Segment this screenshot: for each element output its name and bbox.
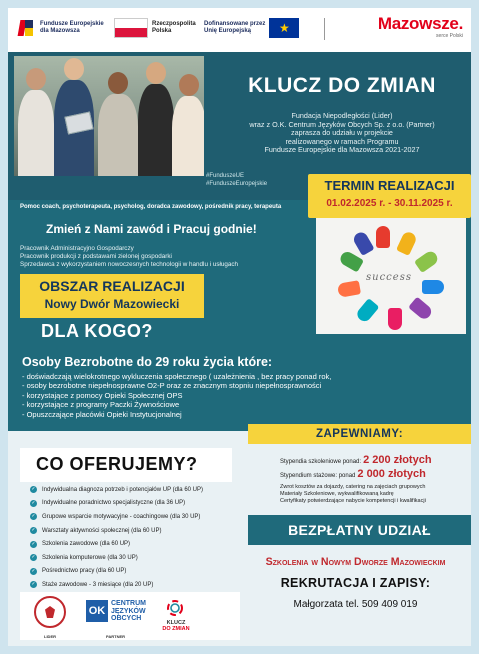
fe-logo xyxy=(16,18,104,38)
mazowsze-logo xyxy=(378,14,463,39)
dla-kogo-heading: DLA KOGO? xyxy=(41,321,153,341)
criteria-list xyxy=(22,372,331,419)
stipend-value: 2 000 złotych xyxy=(357,468,426,480)
eu-logo-text: Dofinansowane przez Unię Europejską xyxy=(204,21,266,34)
criteria-item: - Opuszczające placówki Opieki Instytucjonalnej xyxy=(22,409,182,419)
obszar-box xyxy=(20,274,204,318)
criteria-item: - osoby bezrobotne niepełnosprawne O2-P oraz ze znacznym stopniu niepełnosprawności xyxy=(22,381,322,391)
lider-emblem-icon xyxy=(34,596,66,628)
offer-item xyxy=(30,565,203,579)
ok-logo-mark: OK xyxy=(86,600,108,622)
rp-logo-text: Rzeczpospolita Polska xyxy=(152,21,196,34)
stipend-value: 2 200 złotych xyxy=(363,454,432,466)
hashtags xyxy=(206,172,267,188)
klucz-line: DO ZMIAN xyxy=(162,626,190,632)
criteria-item: - korzystające z pomocy Opieki Społecznej OPS xyxy=(22,390,183,400)
check-icon: ✓ xyxy=(31,567,36,574)
offer-item-label: Szkolenia zawodowe (dla 60 UP) xyxy=(42,541,131,548)
project-title: KLUCZ DO ZMIAN xyxy=(248,74,436,97)
partner-label: PARTNER xyxy=(106,634,126,639)
services-line: Pomoc coach, psychoterapeuta, psycholog, doradca zawodowy, pośrednik pracy, terapeuta xyxy=(20,204,282,210)
success-illustration xyxy=(316,218,466,334)
person-figure xyxy=(18,90,54,176)
recruitment-heading: REKRUTACJA I ZAPISY: xyxy=(280,576,431,590)
job-item: Pracownik produkcji z podstawami zielonej gospodarki xyxy=(20,253,172,261)
offer-item xyxy=(30,497,203,511)
benefits-list xyxy=(280,484,426,504)
check-icon: ✓ xyxy=(31,527,36,534)
klucz-line: KLUCZ xyxy=(166,620,186,626)
paper-figure xyxy=(351,230,374,256)
polish-flag-icon xyxy=(114,18,148,38)
free-participation-banner: BEZPŁATNY UDZIAŁ xyxy=(248,515,471,545)
funding-text xyxy=(222,112,462,155)
hashtag: #FunduszeUE xyxy=(206,173,245,179)
paper-figure xyxy=(414,249,440,273)
paper-figure xyxy=(337,280,361,298)
klucz-logo-icon xyxy=(165,598,185,618)
job-item: Sprzedawca z wykorzystaniem nowoczesnych technologii w handlu i usługach xyxy=(20,261,239,269)
target-headline: Osoby Bezrobotne do 29 roku życia które: xyxy=(22,355,273,369)
termin-box xyxy=(308,174,471,218)
benefit-item: Zwrot kosztów za dojazdy, catering na zajęciach grupowych xyxy=(280,484,426,490)
offer-item xyxy=(30,510,203,524)
lider-label: LIDER xyxy=(44,634,56,639)
criteria-item: - doświadczają wielokrotnego wykluczenia społecznego ( uzależnienia , bez pracy ponad rok, xyxy=(22,372,332,381)
poster xyxy=(8,8,471,646)
funding-line: wraz z O.K. Centrum Języków Obcych Sp. z o.o. (Partner) xyxy=(249,119,435,129)
fe-star-icon xyxy=(16,18,36,38)
check-icon: ✓ xyxy=(31,554,36,561)
offer-item-label: Indywidualne poradnictwo specjalistyczne (dla 36 UP) xyxy=(42,500,186,507)
zapewniamy-heading: ZAPEWNIAMY: xyxy=(248,424,471,444)
offer-item xyxy=(30,551,203,565)
termin-dates: 01.02.2025 r. - 30.11.2025 r. xyxy=(326,198,453,209)
stipend-label: Stypendium stażowe: ponad xyxy=(280,473,356,479)
person-figure xyxy=(172,96,204,176)
hashtag: #FunduszeEuropejskie xyxy=(206,181,268,187)
mazowsze-sub: serce Polski xyxy=(436,33,463,39)
stipend-label: Stypendia szkoleniowe ponad: xyxy=(280,459,362,465)
ok-name-line: CENTRUM xyxy=(111,600,146,607)
success-word: success xyxy=(366,272,412,283)
benefit-item: Certyfikaty potwierdzające nabycie kompetencji i kwalifikacji xyxy=(280,497,426,504)
offer-item-label: Grupowe wsparcie motywacyjne - coachingowe (dla 30 UP) xyxy=(42,513,201,520)
paper-figure xyxy=(408,297,434,322)
criteria-item: - korzystające z programy Paczki Żywnościowe xyxy=(22,400,180,410)
offer-list xyxy=(30,483,203,592)
benefit-item: Materiały Szkoleniowe, wykwalifikowaną kadrę xyxy=(280,490,394,497)
funding-line: Fundusze Europejskie dla Mazowsza 2021-2027 xyxy=(264,145,420,155)
obszar-place: Nowy Dwór Mazowiecki xyxy=(44,297,180,311)
person-figure xyxy=(138,84,174,176)
partner-logos xyxy=(20,592,240,640)
training-location: Szkolenia w Nowym Dworze Mazowieckim xyxy=(265,556,446,568)
check-icon: ✓ xyxy=(31,513,36,520)
funding-line: realizowanego w ramach Programu xyxy=(285,136,399,146)
offer-item-label: Staże zawodowe - 3 miesiące (dla 20 UP) xyxy=(42,581,154,588)
stipend-internship xyxy=(280,468,426,481)
offer-item xyxy=(30,524,203,538)
eu-logo xyxy=(204,18,299,38)
obszar-title: OBSZAR REALIZACJI xyxy=(39,278,185,294)
ok-name-line: JĘZYKÓW xyxy=(111,607,146,615)
fe-logo-text: Fundusze Europejskie dla Mazowsza xyxy=(40,21,104,34)
offer-item xyxy=(30,483,203,497)
check-icon: ✓ xyxy=(31,540,36,547)
offer-item-label: Warsztaty aktywności społecznej (dla 60 UP) xyxy=(42,527,162,534)
slogan: Zmień z Nami zawód i Pracuj godnie! xyxy=(46,222,257,236)
logo-divider xyxy=(324,18,325,40)
job-list xyxy=(20,245,238,270)
offer-item-label: Szkolenia komputerowe (dla 30 UP) xyxy=(42,554,138,561)
funding-line: Fundacja Niepodległości (Lider) xyxy=(291,111,393,120)
offer-title: CO OFERUJEMY? xyxy=(36,454,198,474)
paper-figure xyxy=(355,298,380,324)
offer-item-label: Pośrednictwo pracy (dla 60 UP) xyxy=(42,568,127,575)
rp-logo xyxy=(114,18,196,38)
logo-bar xyxy=(8,8,471,52)
ok-name-line: OBCYCH xyxy=(111,615,142,622)
klucz-logo-text xyxy=(156,620,196,632)
offer-item-label: Indywidualna diagnoza potrzeb i potencjałów UP (dla 60 UP) xyxy=(42,486,203,493)
paper-figure xyxy=(388,308,402,330)
paper-figure xyxy=(396,230,418,256)
funding-line: zaprasza do udziału w projekcie xyxy=(291,128,393,138)
check-icon: ✓ xyxy=(31,486,36,493)
mazowsze-word: Mazowsze. xyxy=(377,14,463,33)
check-icon: ✓ xyxy=(31,581,36,588)
check-icon: ✓ xyxy=(31,499,36,506)
stipend-training xyxy=(280,454,432,467)
paper-figure xyxy=(376,226,390,248)
offer-item xyxy=(30,578,203,592)
job-item: Pracownik Administracyjno Gospodarczy xyxy=(20,245,134,252)
contact-phone: Małgorzata tel. 509 409 019 xyxy=(293,599,418,610)
termin-title: TERMIN REALIZACJI xyxy=(324,178,455,193)
eu-flag-icon: ★ xyxy=(269,18,299,38)
ok-logo-text xyxy=(111,600,146,623)
team-photo xyxy=(14,56,204,176)
person-figure xyxy=(98,94,138,176)
paper-figure xyxy=(422,280,444,294)
offer-item xyxy=(30,537,203,551)
